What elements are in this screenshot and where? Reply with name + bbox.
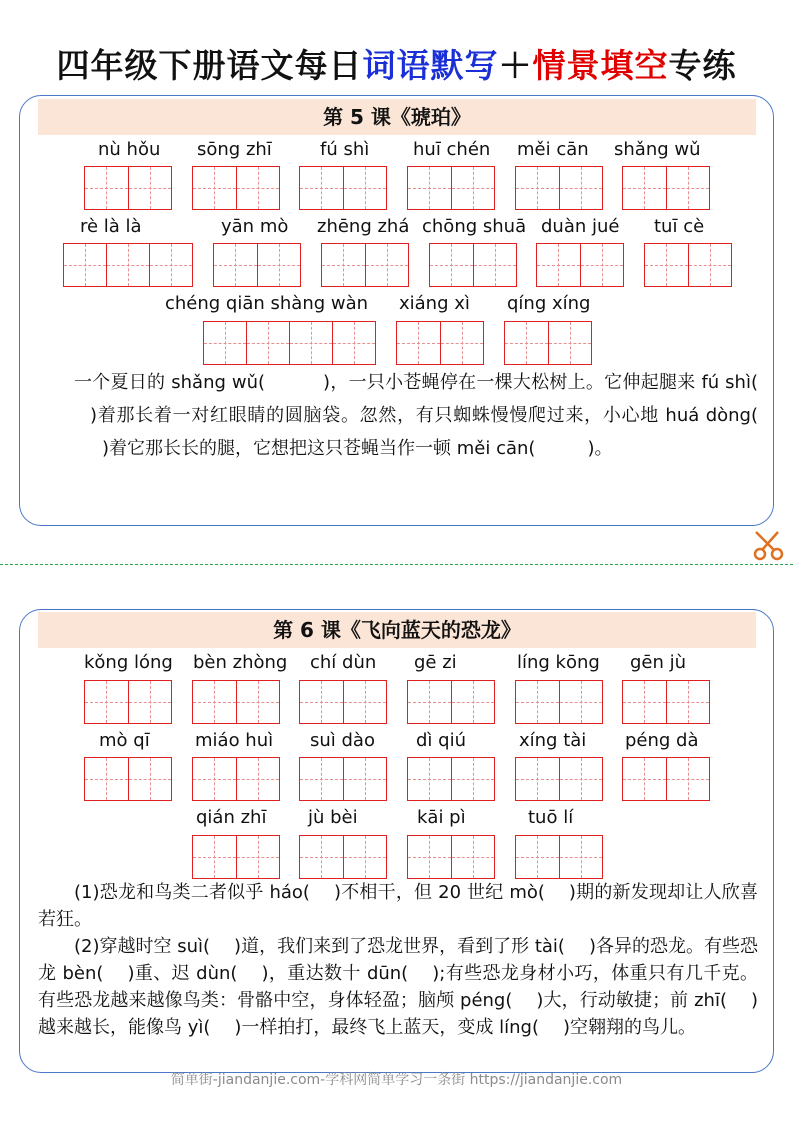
writing-box[interactable] [299,680,387,724]
title-part2: 词语默写 [362,46,499,85]
writing-box[interactable] [622,680,710,724]
writing-box[interactable] [407,757,495,801]
pinyin-label: mò qī [99,730,150,751]
pinyin-label: gēn jù [630,652,687,673]
lesson6-panel [19,609,774,1073]
pinyin-label: miáo huì [195,730,274,751]
writing-box[interactable] [84,757,172,801]
writing-box[interactable] [429,243,517,287]
pinyin-label: rè là là [80,216,142,237]
writing-box[interactable] [84,680,172,724]
writing-box[interactable] [504,321,592,365]
pinyin-label: měi cān [517,139,589,160]
pinyin-label: duàn jué [541,216,620,237]
pinyin-label: chí dùn [310,652,377,673]
pinyin-label: dì qiú [416,730,466,751]
writing-box[interactable] [84,166,172,210]
writing-box[interactable] [299,166,387,210]
pinyin-label: péng dà [625,730,699,751]
writing-box[interactable] [192,680,280,724]
lesson5-passage: 一个夏日的 shǎng wǔ( )，一只小苍蝇停在一棵大松树上。它伸起腿来 fú shì()着那长着一对红眼睛的圆脑袋。忽然，有只蜘蛛慢慢爬过来，小心地 huá dòng()着它那长长的腿，它想把这只苍蝇当作一顿 měi cān( )。 [74,372,758,459]
title-part3: 情景填空 [532,46,669,85]
writing-box[interactable] [407,835,495,879]
pinyin-label: nù hǒu [98,139,161,160]
pinyin-label: xíng tài [519,730,587,751]
pinyin-label: kāi pì [417,807,466,828]
title-part4: 专练 [668,46,737,85]
writing-box[interactable] [192,757,280,801]
pinyin-label: tuō lí [528,807,574,828]
writing-box[interactable] [644,243,732,287]
writing-box[interactable] [515,166,603,210]
pinyin-label: huī chén [413,139,491,160]
pinyin-label: chōng shuā [422,216,527,237]
writing-box[interactable] [407,680,495,724]
lesson5-heading: 第 5 课《琥珀》 [38,99,756,135]
page-title [0,42,793,90]
pinyin-label: zhēng zhá [317,216,410,237]
pinyin-label: suì dào [310,730,375,751]
footer-watermark: 简单街-jiandanjie.com-学科网简单学习一条街 https://jiandanjie.com [170,1072,623,1088]
writing-box[interactable] [622,757,710,801]
lesson6-heading: 第 6 课《飞向蓝天的恐龙》 [38,612,756,648]
pinyin-label: xiáng xì [399,293,470,314]
writing-box[interactable] [407,166,495,210]
title-part1: 四年级下册语文每日 [56,46,363,85]
writing-box[interactable] [515,680,603,724]
writing-box[interactable] [536,243,624,287]
writing-box[interactable] [203,321,376,365]
lesson5-panel [19,95,774,526]
writing-box[interactable] [299,835,387,879]
pinyin-label: chéng qiān shàng wàn [165,293,369,314]
writing-box[interactable] [192,166,280,210]
writing-box[interactable] [213,243,301,287]
pinyin-label: gē zi [414,652,457,673]
lesson6-passage [38,879,758,1041]
writing-box[interactable] [321,243,409,287]
pinyin-label: shǎng wǔ [614,139,701,160]
pinyin-label: qián zhī [196,807,267,828]
writing-box[interactable] [515,757,603,801]
pinyin-label: kǒng lóng [84,652,173,673]
writing-box[interactable] [622,166,710,210]
sentence-2: (2)穿越时空 suì( )道，我们来到了恐龙世界，看到了形 tài( )各异的恐龙。有些恐龙 bèn( )重、迟 dùn( )，重达数十 dūn( );有些恐龙身材小巧，体重只有几千克。有些恐龙越来越像鸟类：骨骼中空，身体轻盈；脑颅 péng( )大，行动敏捷；前 zhī( )越来越长，能像鸟 yì( )一样拍打，最终飞上蓝天，变成 líng( )空翱翔的鸟儿。 [38,936,759,1038]
writing-box[interactable] [192,835,280,879]
pinyin-label: yān mò [221,216,289,237]
writing-box[interactable] [299,757,387,801]
title-plus: ＋ [498,46,533,85]
writing-box[interactable] [63,243,193,287]
writing-box[interactable] [515,835,603,879]
pinyin-label: tuī cè [654,216,705,237]
pinyin-label: bèn zhòng [193,652,288,673]
scissors-icon [752,528,788,562]
pinyin-label: jù bèi [308,807,358,828]
pinyin-label: qíng xíng [507,293,591,314]
cut-line [0,564,793,565]
pinyin-label: sōng zhī [197,139,272,160]
sentence-1: (1)恐龙和鸟类二者似乎 háo( )不相干，但 20 世纪 mò( )期的新发现却让人欣喜若狂。 [38,882,758,930]
pinyin-label: líng kōng [517,652,600,673]
writing-box[interactable] [396,321,484,365]
pinyin-label: fú shì [320,139,370,160]
